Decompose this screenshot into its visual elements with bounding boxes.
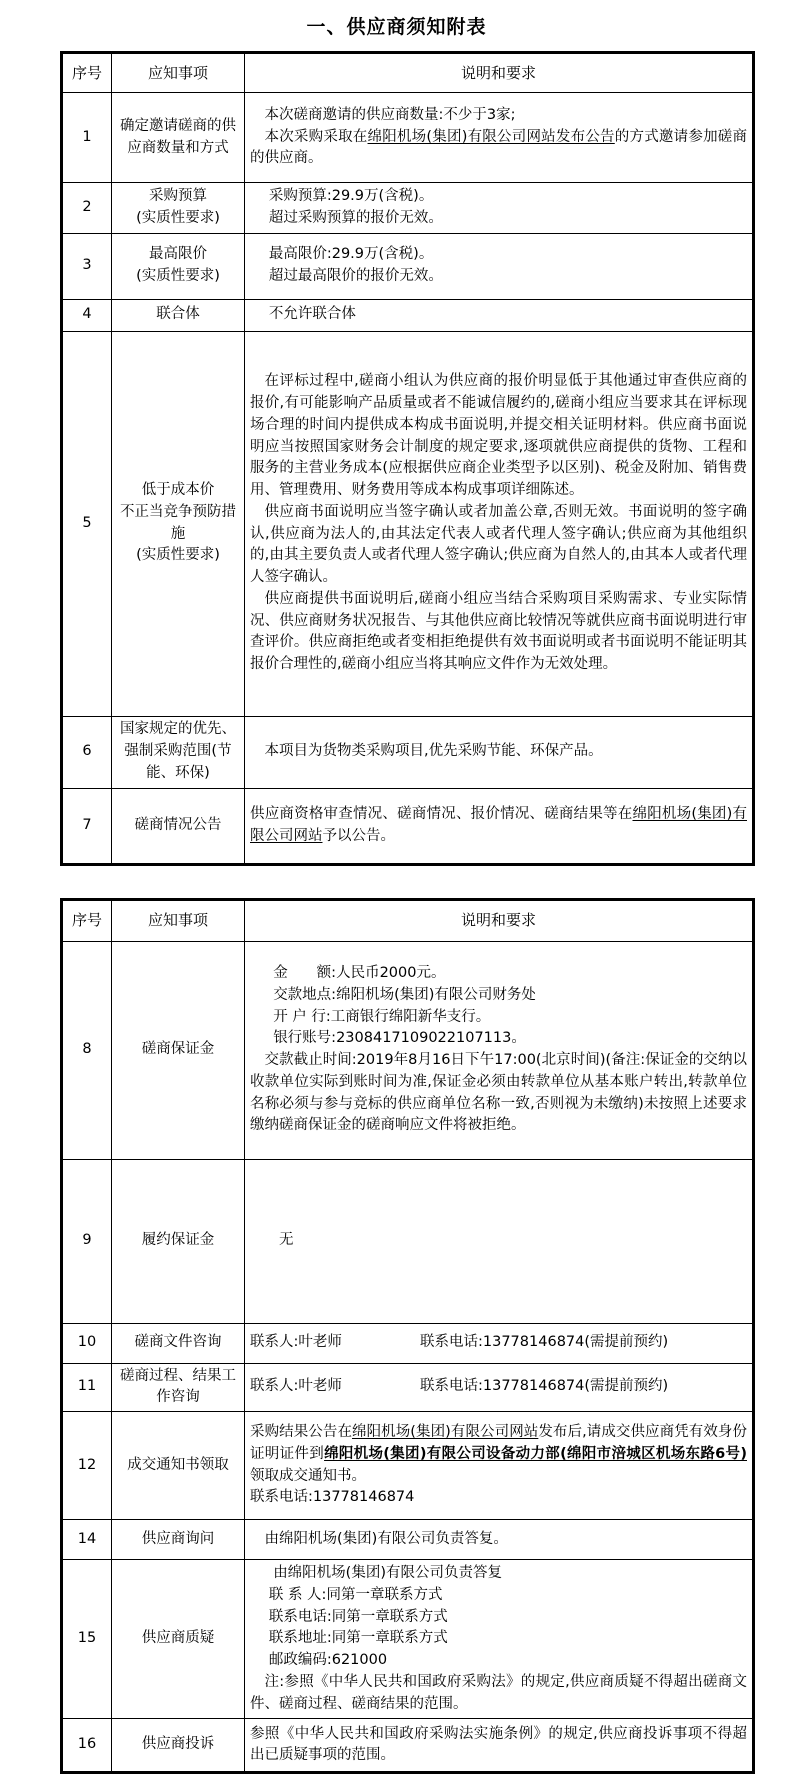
desc-text: 参照《中华人民共和国政府采购法实施条例》的规定,供应商投诉事项不得超出已质疑事项的范围。 bbox=[250, 1724, 747, 1768]
table-row-7 bbox=[62, 788, 754, 864]
row-number: 6 bbox=[62, 716, 112, 788]
desc-segment: 发布后,请成交供应商凭有效身份证明证件到 bbox=[250, 1424, 747, 1462]
row-desc bbox=[245, 788, 754, 864]
bold-underline-pickup-address: 绵阳机场(集团)有限公司设备动力部(绵阳市涪城区机场东路6号) bbox=[324, 1446, 747, 1462]
row-desc bbox=[245, 93, 754, 183]
header-row bbox=[62, 53, 754, 93]
row-number: 12 bbox=[62, 1412, 112, 1520]
item-line: (实质性要求) bbox=[116, 208, 240, 230]
row-number: 1 bbox=[62, 93, 112, 183]
row-item bbox=[112, 183, 245, 234]
item-line: 不正当竞争预防措施 bbox=[116, 502, 240, 546]
row-desc bbox=[245, 1412, 754, 1520]
row-number: 7 bbox=[62, 788, 112, 864]
desc-text bbox=[250, 804, 747, 848]
desc-text: 联系地址:同第一章联系方式 bbox=[250, 1628, 747, 1650]
table-row-1 bbox=[62, 93, 754, 183]
desc-text: 最高限价:29.9万(含税)。 bbox=[250, 244, 747, 266]
row-item bbox=[112, 331, 245, 716]
table-row-12 bbox=[62, 1412, 754, 1520]
row-item: 供应商询问 bbox=[112, 1520, 245, 1560]
row-number: 3 bbox=[62, 233, 112, 299]
col-header-desc: 说明和要求 bbox=[245, 53, 754, 93]
row-item: 供应商质疑 bbox=[112, 1560, 245, 1719]
item-line: (实质性要求) bbox=[116, 266, 240, 288]
col-header-no: 序号 bbox=[62, 53, 112, 93]
table-row-6 bbox=[62, 716, 754, 788]
desc-text: 不允许联合体 bbox=[250, 304, 747, 326]
desc-text bbox=[250, 1422, 747, 1487]
desc-text bbox=[250, 1376, 747, 1398]
desc-text: 注:参照《中华人民共和国政府采购法》的规定,供应商质疑不得超出磋商文件、磋商过程、磋商结果的范围。 bbox=[250, 1672, 747, 1716]
row-number: 4 bbox=[62, 299, 112, 331]
desc-text: 供应商书面说明应当签字确认或者加盖公章,否则无效。书面说明的签字确认,供应商为法人的,由其法定代表人或者代理人签字确认;供应商为其他组织的,由其主要负责人或者代理人签字确认;供应商为自然人的,由其本人或者代理人签字确认。 bbox=[250, 502, 747, 589]
row-desc bbox=[245, 299, 754, 331]
row-number: 5 bbox=[62, 331, 112, 716]
contact-phone: 联系电话:13778146874(需提前预约) bbox=[420, 1378, 668, 1394]
row-desc bbox=[245, 1719, 754, 1773]
col-header-item: 应知事项 bbox=[112, 899, 245, 941]
row-item: 磋商文件咨询 bbox=[112, 1323, 245, 1363]
desc-text bbox=[250, 1332, 747, 1354]
row-number: 15 bbox=[62, 1560, 112, 1719]
desc-text: 由绵阳机场(集团)有限公司负责答复 bbox=[250, 1563, 747, 1585]
row-desc bbox=[245, 1159, 754, 1323]
contact-person: 联系人:叶老师 bbox=[250, 1376, 420, 1398]
desc-text: 供应商提供书面说明后,磋商小组应当结合采购项目采购需求、专业实际情况、供应商财务状况报告、与其他供应商比较情况等就供应商书面说明进行审查评价。供应商拒绝或者变相拒绝提供有效书面说明或者书面说明不能证明其报价合理性的,磋商小组应当将其响应文件作为无效处理。 bbox=[250, 589, 747, 676]
row-number: 2 bbox=[62, 183, 112, 234]
row-item: 确定邀请磋商的供应商数量和方式 bbox=[112, 93, 245, 183]
row-number: 11 bbox=[62, 1363, 112, 1412]
desc-segment: 采购结果公告在 bbox=[250, 1424, 352, 1440]
table-row-14 bbox=[62, 1520, 754, 1560]
row-desc bbox=[245, 1520, 754, 1560]
item-line: 低于成本价 bbox=[116, 480, 240, 502]
desc-segment: 予以公告。 bbox=[323, 828, 396, 844]
desc-text: 交款截止时间:2019年8月16日下午17:00(北京时间)(备注:保证金的交纳以收款单位实际到账时间为准,保证金必须由转款单位从基本账户转出,转款单位名称必须与参与竞标的供应商单位名称一致,否则视为未缴纳)未按照上述要求缴纳磋商保证金的磋商响应文件将被拒绝。 bbox=[250, 1050, 747, 1137]
row-number: 8 bbox=[62, 941, 112, 1159]
desc-text: 无 bbox=[250, 1230, 747, 1252]
supplier-notice-table-2 bbox=[60, 898, 755, 1774]
item-line: (实质性要求) bbox=[116, 545, 240, 567]
row-item: 磋商情况公告 bbox=[112, 788, 245, 864]
table-row-15 bbox=[62, 1560, 754, 1719]
header-row bbox=[62, 899, 754, 941]
row-desc bbox=[245, 331, 754, 716]
desc-text: 本次磋商邀请的供应商数量:不少于3家; bbox=[250, 105, 747, 127]
row-desc bbox=[245, 183, 754, 234]
item-line: 采购预算 bbox=[116, 186, 240, 208]
row-item: 供应商投诉 bbox=[112, 1719, 245, 1773]
row-desc bbox=[245, 233, 754, 299]
desc-text: 联系电话:13778146874 bbox=[250, 1487, 747, 1509]
row-item: 履约保证金 bbox=[112, 1159, 245, 1323]
desc-text: 采购预算:29.9万(含税)。 bbox=[250, 186, 747, 208]
desc-segment: 本次采购采取在 bbox=[265, 129, 368, 145]
contact-phone: 联系电话:13778146874(需提前预约) bbox=[420, 1334, 668, 1350]
row-desc bbox=[245, 941, 754, 1159]
row-item: 磋商过程、结果工作咨询 bbox=[112, 1363, 245, 1412]
table-row-3 bbox=[62, 233, 754, 299]
table-row-10 bbox=[62, 1323, 754, 1363]
row-item: 磋商保证金 bbox=[112, 941, 245, 1159]
table-row-11 bbox=[62, 1363, 754, 1412]
desc-text: 由绵阳机场(集团)有限公司负责答复。 bbox=[250, 1529, 747, 1551]
row-item: 成交通知书领取 bbox=[112, 1412, 245, 1520]
underline-website-name: 绵阳机场(集团)有限公司网站 bbox=[352, 1424, 538, 1440]
desc-segment: 供应商资格审查情况、磋商情况、报价情况、磋商结果等在 bbox=[250, 806, 632, 822]
col-header-item: 应知事项 bbox=[112, 53, 245, 93]
desc-segment: 领取成交通知书。 bbox=[250, 1468, 366, 1484]
contact-person: 联系人:叶老师 bbox=[250, 1332, 420, 1354]
row-number: 16 bbox=[62, 1719, 112, 1773]
row-desc bbox=[245, 716, 754, 788]
row-number: 10 bbox=[62, 1323, 112, 1363]
desc-text: 联 系 人:同第一章联系方式 bbox=[250, 1585, 747, 1607]
table-row-5 bbox=[62, 331, 754, 716]
table-row-8 bbox=[62, 941, 754, 1159]
row-desc bbox=[245, 1323, 754, 1363]
row-item: 国家规定的优先、强制采购范围(节能、环保) bbox=[112, 716, 245, 788]
desc-text: 联系电话:同第一章联系方式 bbox=[250, 1607, 747, 1629]
row-item bbox=[112, 233, 245, 299]
row-desc bbox=[245, 1363, 754, 1412]
desc-text: 开 户 行:工商银行绵阳新华支行。 bbox=[250, 1007, 747, 1029]
desc-text: 银行账号:2308417109022107113。 bbox=[250, 1028, 747, 1050]
desc-text: 在评标过程中,磋商小组认为供应商的报价明显低于其他通过审查供应商的报价,有可能影响产品质量或者不能诚信履约的,磋商小组应当要求其在评标现场合理的时间内提供成本构成书面说明,并提交相关证明材料。供应商书面说明应当按照国家财务会计制度的规定要求,逐项就供应商提供的货物、工程和服务的主营业务成本(应根据供应商企业类型予以区别)、税金及附加、销售费用、管理费用、财务费用等成本构成事项详细陈述。 bbox=[250, 371, 747, 502]
col-header-desc: 说明和要求 bbox=[245, 899, 754, 941]
row-item: 联合体 bbox=[112, 299, 245, 331]
supplier-notice-table-1 bbox=[60, 51, 755, 866]
table-row-16 bbox=[62, 1719, 754, 1773]
underline-website-name: 绵阳机场(集团)有限公司网站 bbox=[250, 806, 747, 844]
underline-website-announcement: 绵阳机场(集团)有限公司网站发布公告 bbox=[368, 129, 615, 145]
col-header-no: 序号 bbox=[62, 899, 112, 941]
desc-text: 金 额:人民币2000元。 bbox=[250, 963, 747, 985]
row-number: 14 bbox=[62, 1520, 112, 1560]
desc-text: 超过采购预算的报价无效。 bbox=[250, 208, 747, 230]
desc-segment: 的方式邀请参加磋商的供应商。 bbox=[250, 129, 747, 167]
item-line: 最高限价 bbox=[116, 244, 240, 266]
desc-text: 超过最高限价的报价无效。 bbox=[250, 266, 747, 288]
row-desc bbox=[245, 1560, 754, 1719]
desc-text bbox=[250, 127, 747, 171]
page-title: 一、供应商须知附表 bbox=[0, 0, 793, 51]
desc-text: 本项目为货物类采购项目,优先采购节能、环保产品。 bbox=[250, 741, 747, 763]
table-row-9 bbox=[62, 1159, 754, 1323]
desc-text: 邮政编码:621000 bbox=[250, 1650, 747, 1672]
table-row-2 bbox=[62, 183, 754, 234]
row-number: 9 bbox=[62, 1159, 112, 1323]
desc-text: 交款地点:绵阳机场(集团)有限公司财务处 bbox=[250, 985, 747, 1007]
table-row-4 bbox=[62, 299, 754, 331]
